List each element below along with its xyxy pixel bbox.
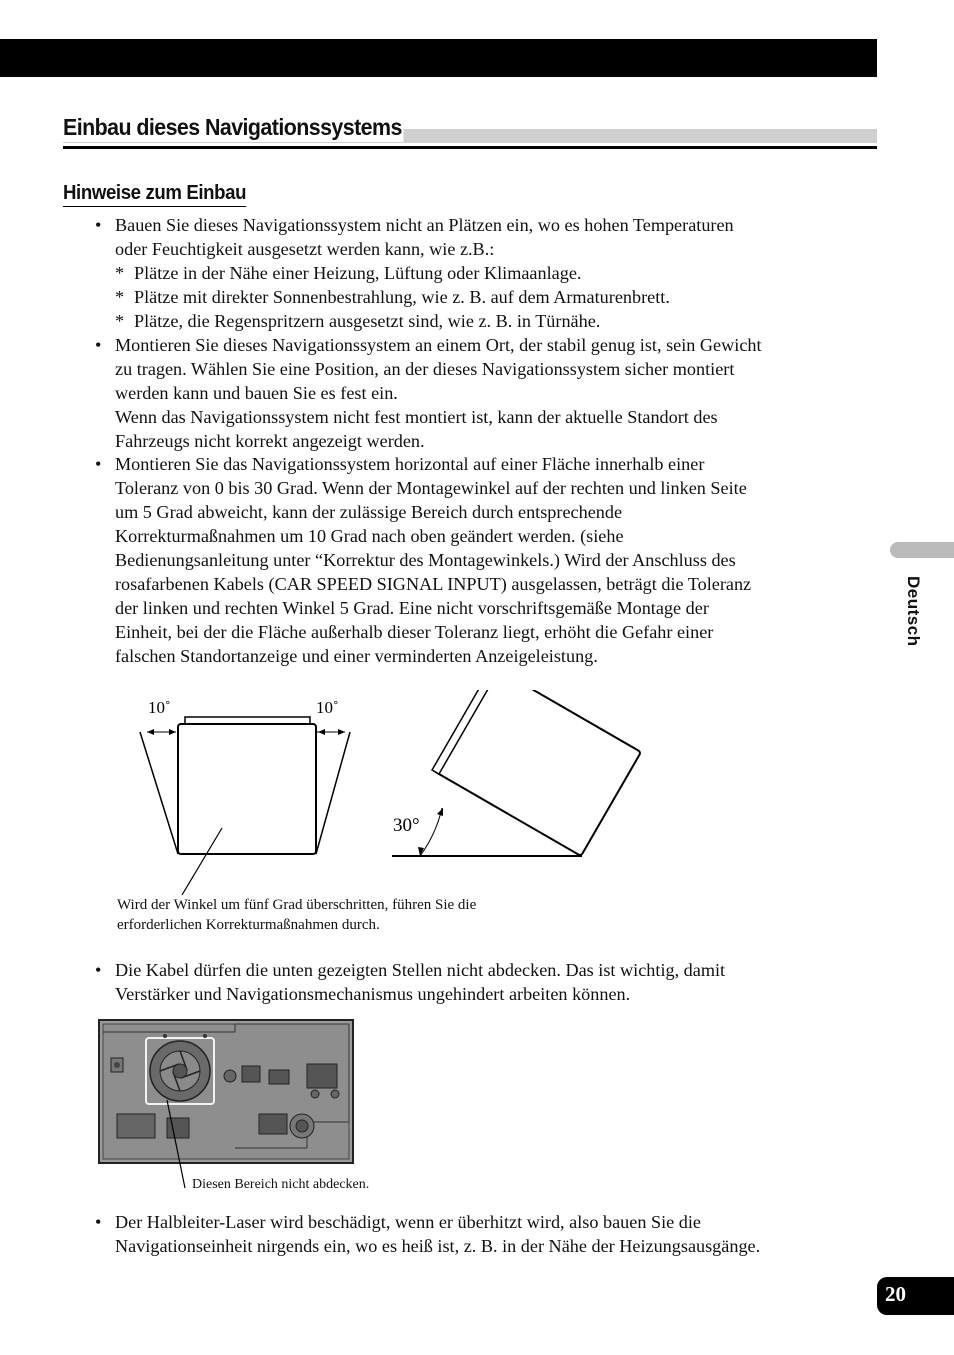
- bullet-marker: •: [95, 215, 102, 235]
- unit-top-edge: [185, 717, 310, 724]
- bullet-line: Bauen Sie dieses Navigationssystem nicht an Plätzen ein, wo es hohen Temperaturen: [115, 215, 734, 235]
- bullet-line: Verstärker und Navigationsmechanismus ungehindert arbeiten können.: [115, 984, 631, 1004]
- bullet-marker: •: [95, 960, 102, 980]
- sub-item: * Plätze in der Nähe einer Heizung, Lüftung oder Klimaanlage.: [115, 263, 582, 283]
- bullet-line: oder Feuchtigkeit ausgesetzt werden kann, wie z.B.:: [115, 239, 495, 259]
- mounting-angle-figure: [130, 690, 650, 900]
- bullet-line: Korrekturmaßnahmen um 10 Grad nach oben geändert werden. (siehe: [115, 526, 624, 546]
- bullet-item-1: [95, 213, 855, 333]
- power-connector: [117, 1114, 155, 1138]
- bullet-line: Montieren Sie das Navigationssystem horizontal auf einer Fläche innerhalb einer: [115, 454, 705, 474]
- tilted-unit: [432, 690, 646, 856]
- bullet-line: Die Kabel dürfen die unten gezeigten Stellen nicht abdecken. Das ist wichtig, damit: [115, 960, 726, 980]
- bullet-line: rosafarbenen Kabels (CAR SPEED SIGNAL INPUT) ausgelassen, beträgt die Toleranz: [115, 574, 752, 594]
- language-tab: [890, 542, 954, 558]
- angle-figure-caption: Wird der Winkel um fünf Grad überschritten, führen Sie die erforderlichen Korrekturmaßnahmen durch.: [117, 897, 477, 933]
- bullet-line: Montieren Sie dieses Navigationssystem an einem Ort, der stabil genug ist, sein Gewicht: [115, 335, 762, 355]
- bullet-line: Wenn das Navigationssystem nicht fest montiert ist, kann der aktuelle Standort des: [115, 407, 718, 427]
- bullet-item-5: [95, 1210, 855, 1258]
- bullet-line: falschen Standortanzeige und einer verminderten Anzeigeleistung.: [115, 646, 598, 666]
- bullet-item-3: [95, 452, 855, 668]
- right-tolerance-line: [316, 732, 350, 854]
- right-angle-label: 10˚: [316, 698, 339, 717]
- bullet-item-2: [95, 333, 855, 453]
- bullet-marker: •: [95, 454, 102, 474]
- unit-front-box: [178, 724, 316, 854]
- bullet-line: Toleranz von 0 bis 30 Grad. Wenn der Montagewinkel auf der rechten und linken Seite: [115, 478, 747, 498]
- connector-medium: [269, 1070, 289, 1084]
- connector-large: [307, 1064, 337, 1088]
- page-number-badge: [877, 1277, 954, 1315]
- section-title: Einbau dieses Navigationssystems: [63, 114, 402, 140]
- left-angle-label: 10˚: [148, 698, 171, 717]
- sub-item: * Plätze, die Regenspritzern ausgesetzt sind, wie z. B. in Türnähe.: [115, 311, 601, 331]
- left-tolerance-line: [140, 732, 178, 854]
- section-heading: [63, 112, 877, 149]
- subsection-title: Hinweise zum Einbau: [63, 180, 246, 207]
- sub-item: * Plätze mit direkter Sonnenbestrahlung, wie z. B. auf dem Armaturenbrett.: [115, 287, 670, 307]
- bullet-line: Einheit, bei der die Fläche außerhalb dieser Toleranz liegt, erhöht die Gefahr einer: [115, 622, 714, 642]
- rear-panel-figure: [97, 1018, 357, 1193]
- page-number: 20: [885, 1282, 906, 1306]
- bullet-marker: •: [95, 335, 102, 355]
- bullet-line: um 5 Grad abweicht, kann der zulässige Bereich durch entsprechende: [115, 502, 623, 522]
- language-label: Deutsch: [904, 576, 923, 647]
- header-bar: [0, 39, 877, 77]
- bullet-line: Bedienungsanleitung unter “Korrektur des Montagewinkels.) Wird der Anschluss des: [115, 550, 736, 570]
- bullet-line: zu tragen. Wählen Sie eine Position, an der dieses Navigationssystem sicher montiert: [115, 359, 735, 379]
- bullet-line: Der Halbleiter-Laser wird beschädigt, wenn er überhitzt wird, also bauen Sie die: [115, 1212, 701, 1232]
- bullet-line: werden kann und bauen Sie es fest ein.: [115, 383, 398, 403]
- bullet-marker: •: [95, 1212, 102, 1232]
- bullet-item-4: [95, 958, 855, 1006]
- bullet-line: Fahrzeugs nicht korrekt angezeigt werden.: [115, 431, 425, 451]
- round-connector: [224, 1070, 236, 1082]
- tilt-angle-label: 30°: [393, 815, 420, 836]
- connector-small: [242, 1066, 260, 1082]
- rear-figure-caption: Diesen Bereich nicht abdecken.: [192, 1177, 370, 1192]
- bullet-line: Navigationseinheit nirgends ein, wo es heiß ist, z. B. in der Nähe der Heizungsausgänge.: [115, 1236, 761, 1256]
- bullet-line: der linken und rechten Winkel 5 Grad. Eine nicht vorschriftsgemäße Montage der: [115, 598, 709, 618]
